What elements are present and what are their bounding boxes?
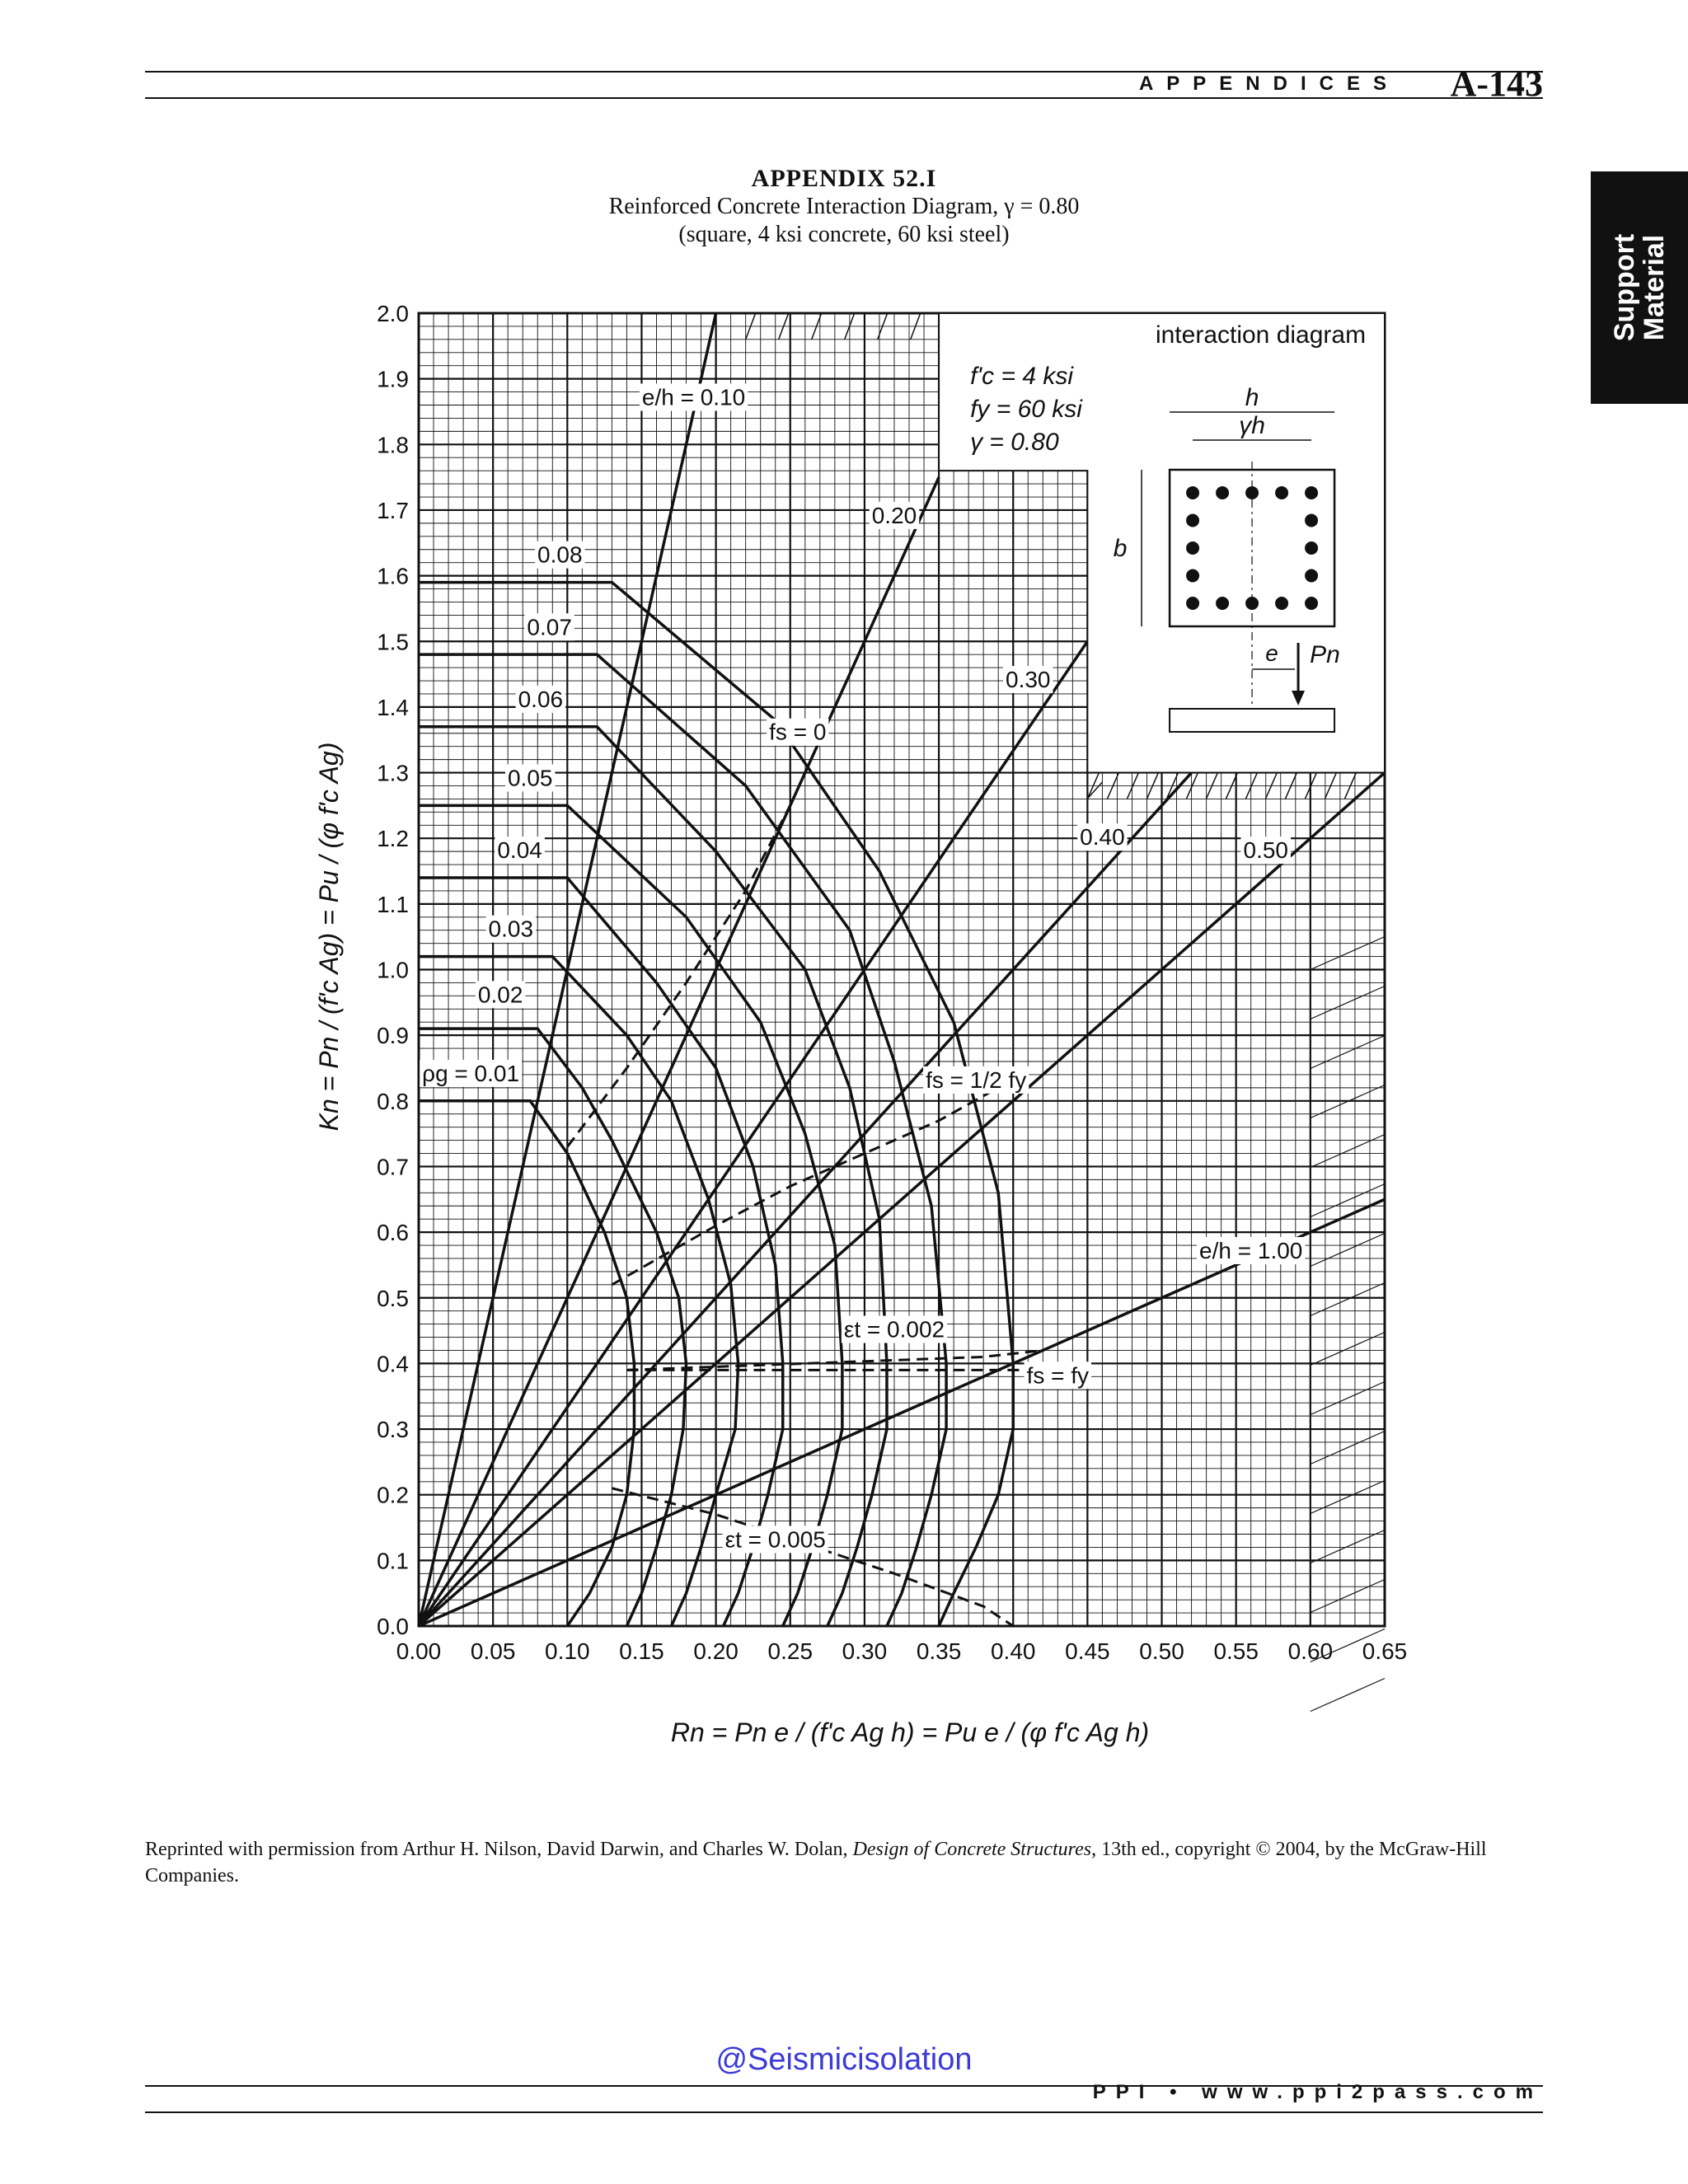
annotation-label [767,719,828,746]
annotation-label [505,764,556,791]
header-section-label: APPENDICES [1138,73,1400,95]
x-tick-label: 0.10 [545,1638,590,1664]
rebar-dot [1305,597,1318,610]
annotation-text: εt = 0.005 [724,1526,826,1553]
x-tick-label: 0.00 [396,1638,442,1664]
dim-gh-label: γh [1239,412,1265,439]
annotation-label [524,613,574,640]
watermark-text: @Seismicisolation [715,2042,973,2077]
rebar-dot [1275,597,1288,610]
rebar-dot [1216,486,1229,499]
y-tick-label: 1.2 [377,826,409,852]
annotation-text: 0.07 [527,614,572,640]
hatch-mark [1087,782,1102,799]
hatch-mark [1311,1184,1385,1217]
y-tick-label: 0.0 [377,1614,409,1639]
y-tick-label: 1.3 [377,760,409,786]
annotation-text: 0.30 [1006,667,1051,693]
x-tick-label: 0.65 [1362,1638,1408,1664]
x-tick-label: 0.05 [470,1638,516,1664]
header-page-number: A-143 [1450,63,1543,104]
credit-book: Design of Concrete Structures [852,1839,1092,1860]
x-tick-label: 0.60 [1287,1638,1334,1664]
annotation-label [842,1316,947,1343]
y-tick-label: 0.4 [377,1351,409,1377]
annotation-text: fs = 0 [769,719,827,745]
rebar-dot [1305,541,1318,555]
rebar-dot [1216,597,1229,610]
annotation-label [1241,837,1292,864]
dim-e-label: e [1265,640,1278,666]
rebar-dot [1275,486,1288,499]
x-tick-label: 0.55 [1213,1638,1259,1664]
annotation-text: 0.08 [537,541,583,568]
annotation-label [476,981,526,1008]
annotation-label [516,686,566,713]
y-tick-label: 0.8 [377,1088,409,1114]
rebar-dot [1305,486,1318,499]
legend-param: γ = 0.80 [970,429,1059,456]
annotation-text: 0.06 [518,686,564,712]
y-tick-label: 1.5 [377,629,409,655]
credit-suffix: , 13th ed., copyright © 2004, by the McGraw-Hill Companies. [145,1839,1487,1886]
y-tick-label: 1.9 [377,366,409,392]
annotation-text: 0.03 [488,916,534,942]
hatch-mark [1311,1481,1385,1514]
hatch-mark [1311,1580,1385,1613]
annotation-text: 0.04 [497,837,542,864]
hatch-mark [1311,1679,1385,1712]
annotation-text: εt = 0.002 [843,1316,945,1343]
annotation-label [870,502,920,529]
load-pn-label: Pn [1310,641,1340,668]
x-tick-label: 0.20 [693,1638,738,1664]
annotation-label [486,916,537,943]
annotation-text: 0.50 [1243,837,1289,864]
rebar-dot [1186,569,1199,583]
legend-param: f'c = 4 ksi [970,363,1074,390]
annotation-label [923,1066,1029,1094]
series-line-0-04 [419,878,783,1626]
y-tick-label: 0.5 [377,1285,409,1311]
annotation-label [723,1526,828,1553]
annotation-text: fs = 1/2 fy [926,1066,1027,1093]
series-line-0-03 [419,957,738,1626]
side-tab-line2: Material [1639,234,1670,341]
annotation-label [1077,823,1128,851]
y-tick-label: 1.6 [377,563,409,589]
hatch-mark [1311,1036,1385,1069]
rebar-dot [1186,541,1199,555]
y-axis-label: Kn = Pn / (f'c Ag) = Pu / (φ f'c Ag) [314,742,344,1132]
rebar-dot [1186,597,1199,610]
legend-bg-lower [1087,313,1385,773]
y-tick-label: 0.3 [377,1417,409,1443]
annotation-text: 0.05 [507,765,553,791]
rebar-dot [1186,514,1199,527]
hatch-mark [1311,937,1385,970]
hatch-mark [1311,1432,1385,1465]
annotation-text: e/h = 0.10 [641,384,746,410]
hatch-mark [1311,1382,1385,1415]
hatch-mark [1311,1530,1385,1563]
annotation-text: ρg = 0.01 [422,1060,520,1086]
rebar-dot [1305,514,1318,527]
dim-b-label: b [1113,535,1128,562]
appendix-subtitle-2: (square, 4 ksi concrete, 60 ksi steel) [678,222,1010,247]
hatch-mark [1311,1135,1385,1168]
series-line-0-05 [419,805,842,1626]
rebar-dot [1186,486,1199,499]
rebar-dot [1305,569,1318,583]
annotation-label [1025,1361,1091,1389]
x-tick-label: 0.40 [990,1638,1036,1664]
legend-box [939,313,1385,773]
legend-param: fy = 60 ksi [970,396,1082,423]
x-tick-label: 0.30 [842,1638,888,1664]
y-tick-label: 0.6 [377,1220,409,1246]
hatch-mark [1311,987,1385,1019]
y-tick-label: 1.4 [377,694,409,720]
x-tick-label: 0.25 [767,1638,814,1664]
x-tick-label: 0.45 [1065,1638,1110,1664]
x-axis-label: Rn = Pn e / (f'c Ag h) = Pu e / (φ f'c Ag h) [670,1718,1150,1747]
annotation-label [1197,1237,1305,1264]
y-tick-label: 0.2 [377,1482,409,1508]
annotation-text: fs = fy [1026,1362,1090,1389]
x-tick-label: 0.35 [916,1638,962,1664]
y-tick-label: 0.7 [377,1154,409,1180]
hatch-mark [1311,1234,1385,1267]
annotation-label [640,384,748,411]
appendix-title: APPENDIX 52.I [751,165,937,192]
y-tick-label: 1.0 [377,957,409,983]
credit-text [145,1836,1543,1889]
series-line-0-50 [419,773,1385,1626]
x-tick-label: 0.50 [1139,1638,1184,1664]
footer-rule-bottom [145,2111,1543,2113]
y-tick-label: 1.1 [377,891,409,917]
annotation-text: 0.02 [477,982,523,1008]
y-tick-label: 1.8 [377,432,409,458]
rebar-dot [1245,486,1259,499]
annotation-text: 0.20 [871,502,917,528]
legend-title: interaction diagram [1155,321,1367,349]
annotation-label [1003,666,1053,693]
x-tick-label: 0.15 [619,1638,664,1664]
y-tick-label: 0.1 [377,1548,409,1574]
y-tick-label: 0.9 [377,1023,409,1049]
annotation-label [420,1060,522,1087]
side-tab-line1: Support [1609,233,1640,342]
footer-label: PPI • www.ppi2pass.com [1092,2081,1543,2103]
y-tick-label: 1.7 [377,497,409,523]
rebar-dot [1245,597,1259,610]
annotation-text: e/h = 1.00 [1199,1237,1303,1263]
series-line-t-0-005 [612,1488,1013,1626]
appendix-subtitle-1: Reinforced Concrete Interaction Diagram, γ = 0.80 [608,194,1080,219]
annotation-label [495,837,545,864]
y-tick-label: 2.0 [377,301,409,326]
dim-h-label: h [1245,384,1259,411]
credit-prefix: Reprinted with permission from Arthur H. Nilson, David Darwin, and Charles W. Dolan, [145,1839,853,1860]
series-line-fs-0 [567,805,790,1146]
annotation-text: 0.40 [1080,824,1125,851]
annotation-label [535,541,585,569]
